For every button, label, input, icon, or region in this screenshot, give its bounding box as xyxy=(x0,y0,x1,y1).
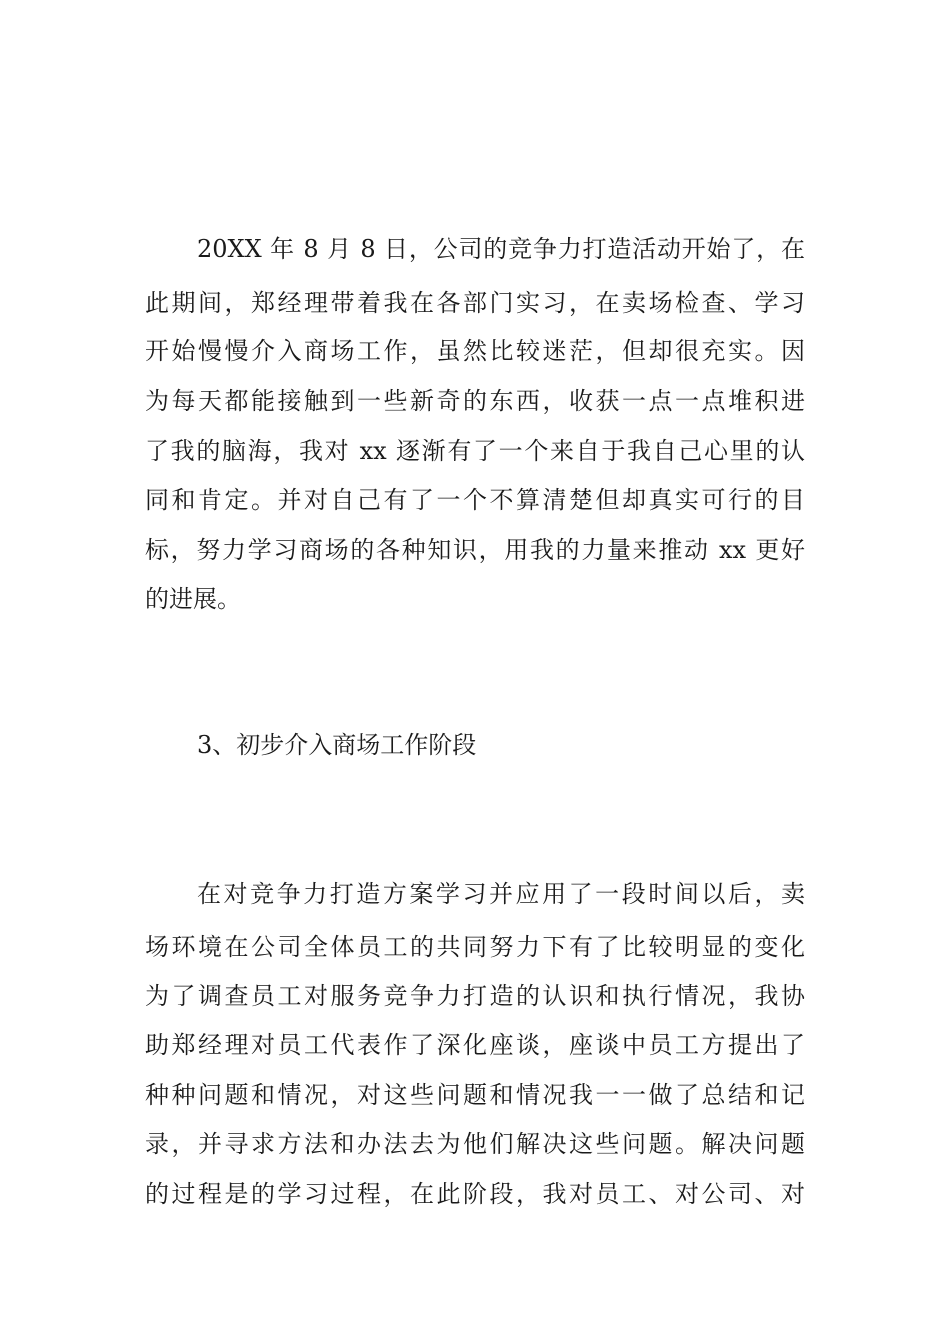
section-heading: 3、初步介入商场工作阶段 xyxy=(197,731,477,759)
paragraph-line: 在对竞争力打造方案学习并应用了一段时间以后，卖 xyxy=(197,880,805,908)
paragraph-line: 为每天都能接触到一些新奇的东西，收获一点一点堆积进 xyxy=(145,387,805,415)
paragraph-line: 标，努力学习商场的各种知识，用我的力量来推动 xx 更好 xyxy=(145,536,805,564)
paragraph-line: 同和肯定。并对自己有了一个不算清楚但却真实可行的目 xyxy=(145,486,805,514)
paragraph-line: 为了调查员工对服务竞争力打造的认识和执行情况，我协 xyxy=(145,982,805,1010)
paragraph-line: 开始慢慢介入商场工作，虽然比较迷茫，但却很充实。因 xyxy=(145,337,805,365)
paragraph-line: 种种问题和情况，对这些问题和情况我一一做了总结和记 xyxy=(145,1081,805,1109)
paragraph-line: 20XX 年 8 月 8 日，公司的竞争力打造活动开始了，在 xyxy=(197,235,805,263)
paragraph-line: 场环境在公司全体员工的共同努力下有了比较明显的变化 xyxy=(145,933,805,961)
paragraph-line: 了我的脑海，我对 xx 逐渐有了一个来自于我自己心里的认 xyxy=(145,437,805,465)
paragraph-line: 录，并寻求方法和办法去为他们解决这些问题。解决问题 xyxy=(145,1130,805,1158)
paragraph-line: 的进展。 xyxy=(145,585,241,613)
paragraph-line: 的过程是的学习过程，在此阶段，我对员工、对公司、对 xyxy=(145,1180,805,1208)
paragraph-line: 此期间，郑经理带着我在各部门实习，在卖场检查、学习 xyxy=(145,289,805,317)
paragraph-line: 助郑经理对员工代表作了深化座谈，座谈中员工方提出了 xyxy=(145,1031,805,1059)
